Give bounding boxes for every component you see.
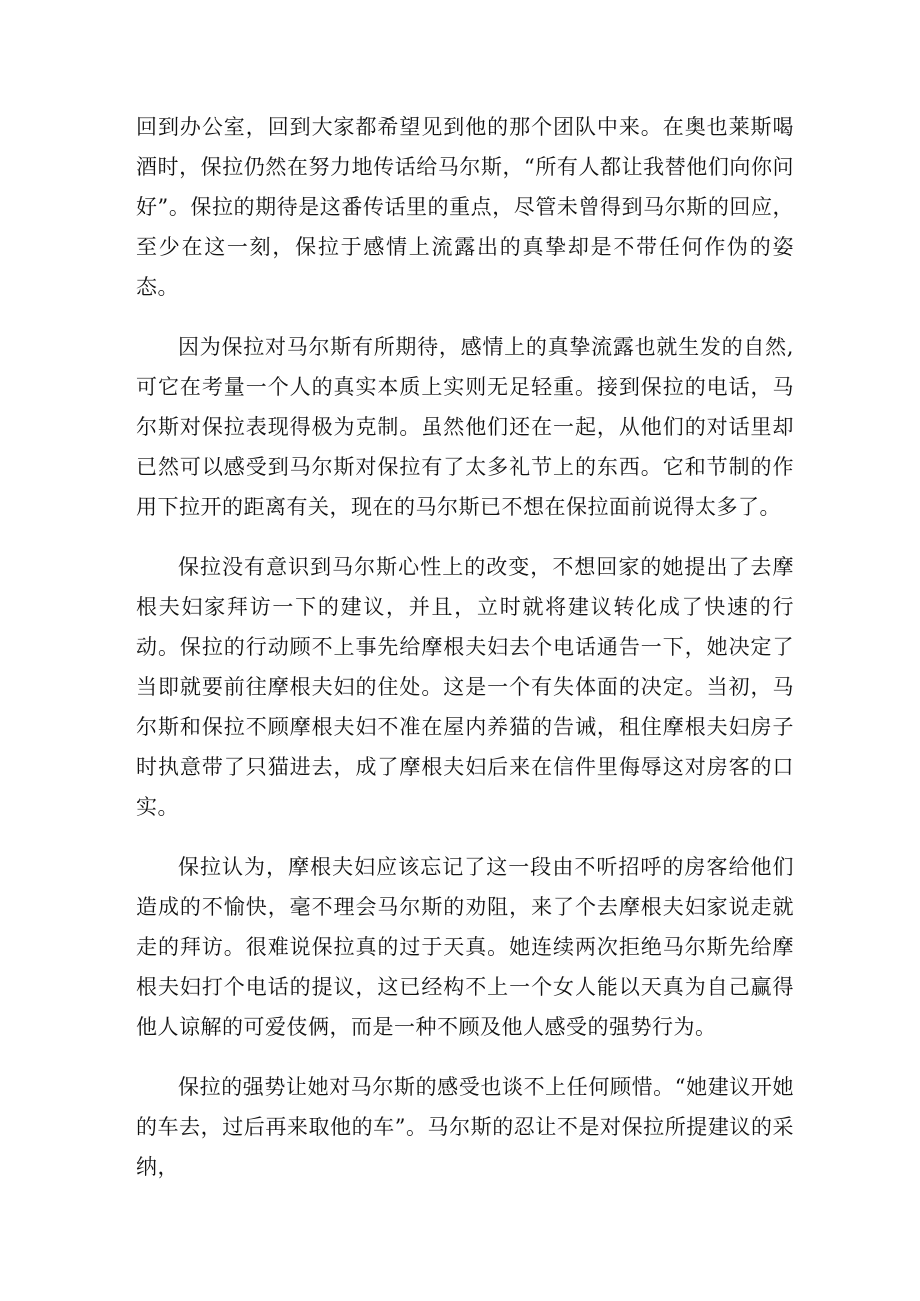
paragraph-5: 保拉的强势让她对马尔斯的感受也谈不上任何顾惜。“她建议开她的车去，过后再来取他的车”。马尔斯的忍让不是对保拉所提建议的采纳， bbox=[136, 1075, 794, 1179]
paragraph-2: 因为保拉对马尔斯有所期待，感情上的真挚流露也就生发的自然,可它在考量一个人的真实本质上实则无足轻重。接到保拉的电话，马尔斯对保拉表现得极为克制。虽然他们还在一起，从他们的对话里却已然可以感受到马尔斯对保拉有了太多礼节上的东西。它和节制的作用下拉开的距离有关，现在的马尔斯已不想在保拉面前说得太多了。 bbox=[136, 335, 794, 519]
paragraph-3: 保拉没有意识到马尔斯心性上的改变，不想回家的她提出了去摩根夫妇家拜访一下的建议，并且，立时就将建议转化成了快速的行动。保拉的行动顾不上事先给摩根夫妇去个电话通告一下，她决定了当即就要前往摩根夫妇的住处。这是一个有失体面的决定。当初，马尔斯和保拉不顾摩根夫妇不准在屋内养猫的告诫，租住摩根夫妇房子时执意带了只猫进去，成了摩根夫妇后来在信件里侮辱这对房客的口实。 bbox=[136, 555, 794, 819]
document-body bbox=[136, 107, 794, 1207]
paragraph-4: 保拉认为，摩根夫妇应该忘记了这一段由不听招呼的房客给他们造成的不愉快，毫不理会马尔斯的劝阻，来了个去摩根夫妇家说走就走的拜访。很难说保拉真的过于天真。她连续两次拒绝马尔斯先给摩根夫妇打个电话的提议，这已经构不上一个女人能以天真为自己赢得他人谅解的可爱伎俩，而是一种不顾及他人感受的强势行为。 bbox=[136, 855, 794, 1039]
paragraph-1: 回到办公室，回到大家都希望见到他的那个团队中来。在奥也莱斯喝酒时，保拉仍然在努力地传话给马尔斯，“所有人都让我替他们向你问好”。保拉的期待是这番传话里的重点，尽管未曾得到马尔斯的回应，至少在这一刻，保拉于感情上流露出的真挚却是不带任何作伪的姿态。 bbox=[136, 115, 794, 299]
